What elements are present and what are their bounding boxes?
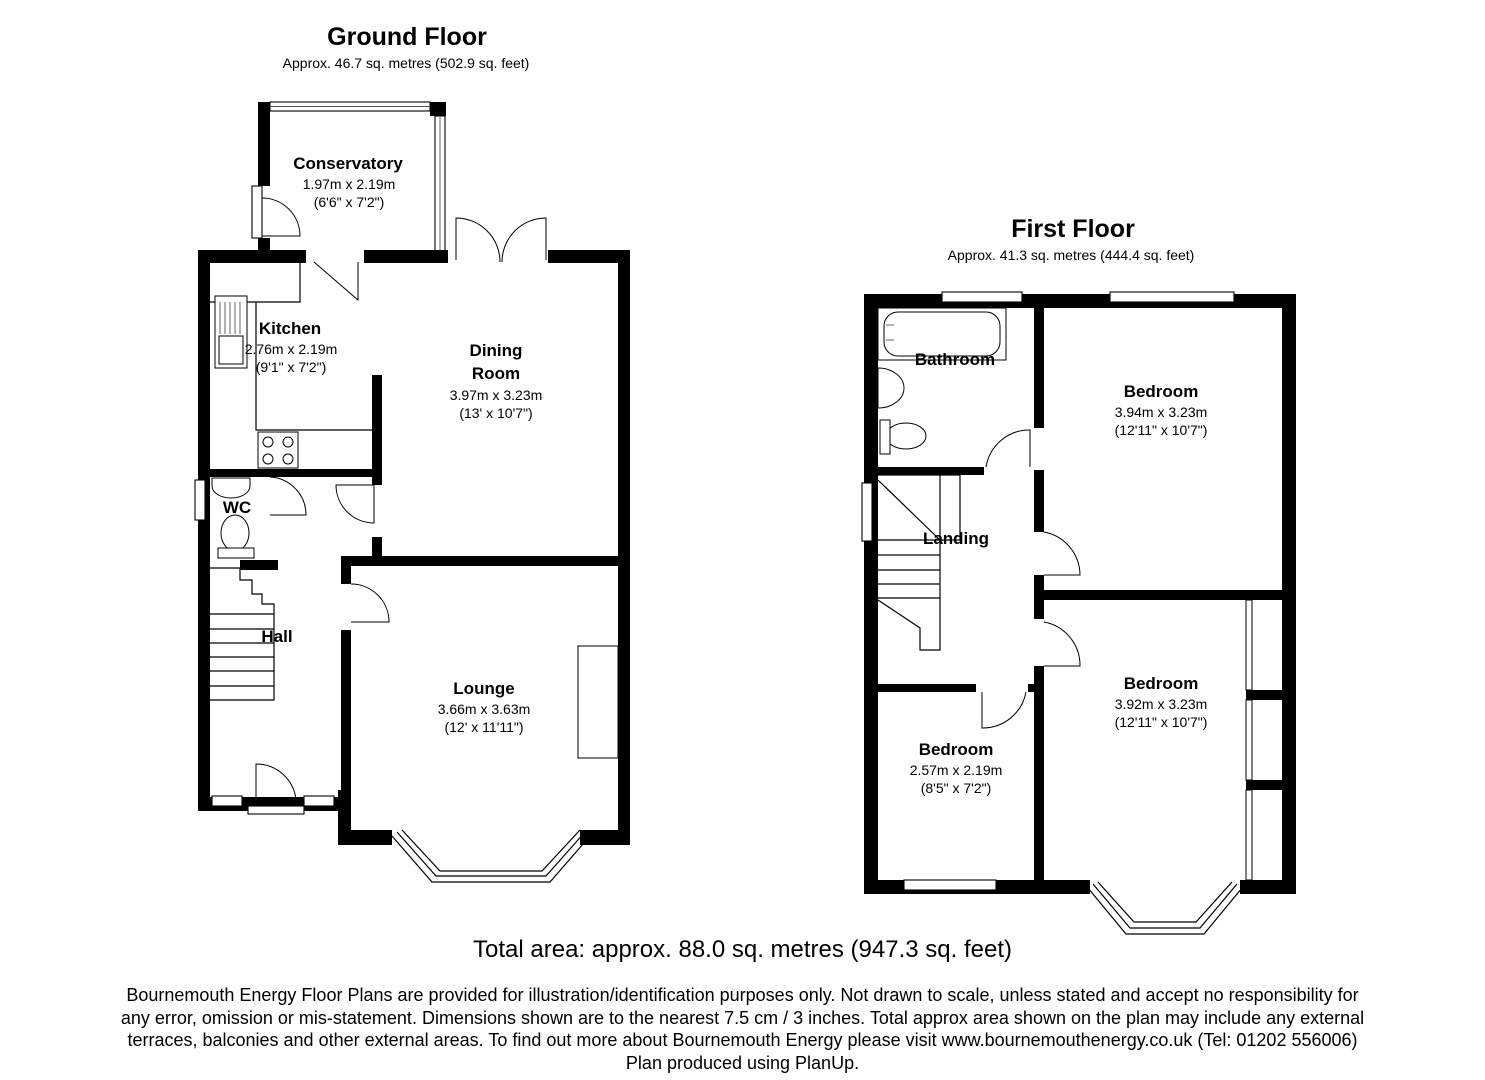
wc-fixtures [195,477,306,558]
bedroom-1-name: Bedroom [1123,382,1199,401]
dining-french-doors [456,218,546,262]
landing-name: Landing [922,529,990,548]
bathroom-fixtures [878,308,1030,467]
conservatory-metric: 1.97m x 2.19m [302,176,396,192]
wc-name: WC [222,498,252,517]
first-floor-area: Approx. 41.3 sq. metres (444.4 sq. feet) [947,247,1195,263]
first-floor-internal-walls [878,308,1296,894]
ground-floor-outer-walls [198,250,630,845]
dining-door [336,485,374,523]
bathroom-name: Bathroom [914,350,996,369]
disclaimer-line-2: any error, omission or mis-statement. Dimensions shown are to the nearest 7.5 cm / 3 inches. Total approx area shown on the plan may include any external [120,1007,1365,1028]
bedroom-1-door [1044,532,1080,575]
landing-stairs [878,475,960,650]
dining-room-metric: 3.97m x 3.23m [449,387,543,403]
first-floor-plan [862,215,1296,934]
lounge-chimney-breast [578,646,618,758]
bedroom-wardrobes [1246,600,1252,880]
bedroom-3-door [982,692,1026,728]
disclaimer [10,984,1475,1074]
disclaimer-line-1: Bournemouth Energy Floor Plans are provided for illustration/identification purposes only. Not drawn to scale, unless stated and accept no responsibility for [126,985,1359,1005]
dining-room-imperial: (13' x 10'7") [459,405,533,421]
bedroom-2-door [1044,622,1080,666]
kitchen-imperial: (9'1" x 7'2") [255,359,327,375]
disclaimer-line-4: Plan produced using PlanUp. [625,1052,860,1073]
total-area: Total area: approx. 88.0 sq. metres (947.3 sq. feet) [473,936,1012,963]
lounge-door [351,584,389,622]
lounge-name: Lounge [453,679,515,698]
front-entrance [198,764,344,814]
bedroom-1-imperial: (12'11" x 10'7") [1114,422,1208,438]
bedroom-1-metric: 3.94m x 3.23m [1114,404,1208,420]
lounge-imperial: (12' x 11'11") [444,719,524,735]
kitchen-metric: 2.76m x 2.19m [244,341,338,357]
dining-room-name-line1: Dining [469,341,523,360]
ground-floor-title: Ground Floor [327,23,487,51]
ground-floor-area: Approx. 46.7 sq. metres (502.9 sq. feet) [282,55,530,71]
bedroom-2-name: Bedroom [1123,674,1199,693]
kitchen-name: Kitchen [258,319,322,338]
bedroom-2-metric: 3.92m x 3.23m [1114,696,1208,712]
bedroom-bay-window [1088,882,1242,934]
bedroom-3-imperial: (8'5" x 7'2") [920,780,992,796]
conservatory-imperial: (6'6" x 7'2") [313,194,385,210]
disclaimer-line-3: terraces, balconies and other external areas. To find out more about Bournemouth Energy please visit www.bournemouthenergy.co.uk (Tel: 01202 556006) [127,1030,1358,1050]
ground-floor-plan [195,23,630,882]
bedroom-3-name: Bedroom [918,740,994,759]
dining-room-name-line2: Room [471,364,521,383]
hall-name: Hall [261,627,293,646]
kitchen-door [314,262,358,300]
lounge-metric: 3.66m x 3.63m [437,701,531,717]
first-floor-title: First Floor [1011,215,1135,243]
bedroom-2-imperial: (12'11" x 10'7") [1114,714,1208,730]
conservatory-name: Conservatory [293,154,403,173]
lounge-bay-window [392,830,590,882]
bedroom-3-metric: 2.57m x 2.19m [909,762,1003,778]
